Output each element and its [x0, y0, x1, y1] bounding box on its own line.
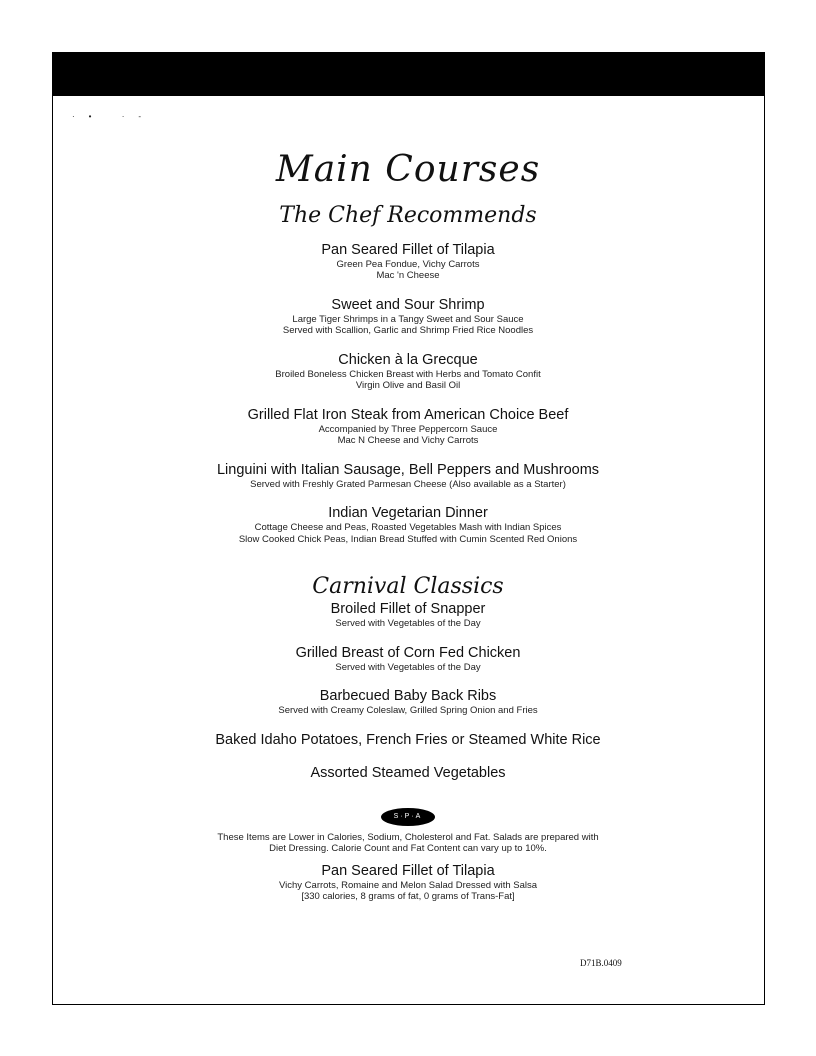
menu-item	[52, 462, 764, 491]
section-heading-chef-recommends: The Chef Recommends	[279, 202, 537, 228]
menu-item	[52, 407, 764, 447]
item-desc: Served with Vegetables of the Day	[335, 661, 481, 673]
item-desc: Vichy Carrots, Romaine and Melon Salad Dressed with Salsa	[278, 879, 538, 891]
item-desc: Green Pea Fondue, Vichy Carrots	[336, 258, 480, 270]
section-heading-carnival-classics: Carnival Classics	[312, 574, 504, 600]
item-desc: Served with Scallion, Garlic and Shrimp Fried Rice Noodles	[282, 325, 534, 337]
item-desc: Cottage Cheese and Peas, Roasted Vegetables Mash with Indian Spices	[254, 522, 562, 534]
item-name: Grilled Breast of Corn Fed Chicken	[295, 644, 521, 661]
item-name: Pan Seared Fillet of Tilapia	[321, 862, 495, 879]
side-item: Assorted Steamed Vegetables	[310, 764, 506, 781]
item-desc: Broiled Boneless Chicken Breast with Herbs and Tomato Confit	[275, 368, 541, 380]
menu-item	[52, 688, 764, 717]
spa-featured-item	[52, 863, 764, 903]
item-name: Grilled Flat Iron Steak from American Choice Beef	[247, 406, 569, 423]
item-desc: Accompanied by Three Peppercorn Sauce	[318, 423, 498, 435]
item-name: Pan Seared Fillet of Tilapia	[321, 241, 495, 258]
item-desc: Large Tiger Shrimps in a Tangy Sweet and Sour Sauce	[292, 313, 524, 325]
side-item: Baked Idaho Potatoes, French Fries or Steamed White Rice	[215, 731, 601, 748]
item-desc: Mac N Cheese and Vichy Carrots	[337, 435, 479, 447]
item-desc: Mac 'n Cheese	[376, 270, 440, 282]
item-name: Chicken à la Grecque	[338, 351, 478, 368]
item-desc: Served with Creamy Coleslaw, Grilled Spring Onion and Fries	[278, 705, 538, 717]
item-name: Indian Vegetarian Dinner	[328, 505, 488, 522]
spa-note	[52, 832, 764, 855]
scan-top-bar	[52, 52, 764, 96]
menu-item	[52, 242, 764, 282]
item-desc: Served with Freshly Grated Parmesan Cheese (Also available as a Starter)	[250, 478, 566, 490]
item-name: Linguini with Italian Sausage, Bell Peppers and Mushrooms	[216, 461, 600, 478]
item-desc: Slow Cooked Chick Peas, Indian Bread Stuffed with Cumin Scented Red Onions	[238, 533, 578, 545]
menu-item	[52, 352, 764, 392]
item-desc: [330 calories, 8 grams of fat, 0 grams of Trans-Fat]	[301, 891, 515, 903]
menu-item	[52, 645, 764, 674]
item-desc: Virgin Olive and Basil Oil	[355, 380, 461, 392]
spa-note-line: These Items are Lower in Calories, Sodium, Cholesterol and Fat. Salads are prepared with	[217, 831, 599, 843]
document-code: D71B.0409	[580, 958, 622, 968]
menu-item	[52, 297, 764, 337]
item-desc: Served with Vegetables of the Day	[335, 618, 481, 630]
item-name: Broiled Fillet of Snapper	[330, 601, 486, 618]
spa-note-line: Diet Dressing. Calorie Count and Fat Content can vary up to 10%.	[269, 843, 547, 855]
menu-content	[52, 150, 764, 903]
menu-title: Main Courses	[275, 149, 541, 190]
menu-item	[52, 601, 764, 630]
scan-specks: ·• ·-	[72, 112, 156, 121]
menu-item	[52, 505, 764, 545]
item-name: Sweet and Sour Shrimp	[331, 296, 485, 313]
item-name: Barbecued Baby Back Ribs	[319, 688, 497, 705]
spa-logo: S·P·A	[381, 808, 435, 826]
